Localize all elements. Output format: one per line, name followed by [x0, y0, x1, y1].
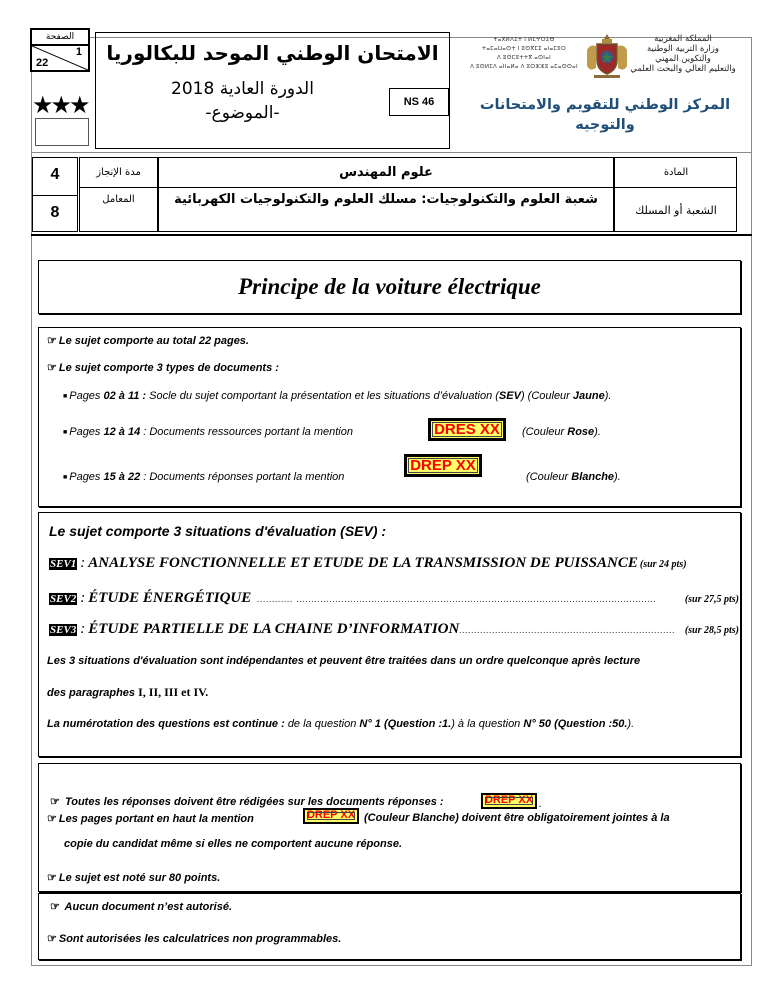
doc-types-line [47, 361, 279, 374]
sev-separator: : [80, 590, 86, 606]
total-pages-text: Le sujet comporte au total 22 pages. [58, 335, 249, 347]
exam-title: الامتحان الوطني الموحد للبكالوريا [106, 41, 439, 65]
sev-separator: : [80, 621, 86, 637]
divider [31, 152, 752, 153]
pointing-hand-icon: ☞ [47, 813, 57, 825]
doc-color-drep [526, 471, 621, 483]
pointing-hand-icon: ☞ [47, 362, 57, 374]
duration-value: 4 [50, 166, 60, 183]
tifinagh-line: ⴷ ⵓⵙⵎⵓⵜⵜⴳ ⴰⵙⵏⴰⵏ [496, 55, 551, 61]
duration-label: مدة الإنجاز [79, 157, 158, 188]
numbering-label: La numérotation des questions est continue : [47, 718, 285, 730]
ministry-text [618, 34, 748, 74]
sev-title: ÉTUDE PARTIELLE DE LA CHAINE D’INFORMATION [88, 621, 460, 637]
doc-pages-prefix: Pages [69, 471, 104, 483]
dres-tag: DRES XX [428, 418, 506, 441]
ministry-line: المملكة المغربية [654, 34, 712, 44]
doc-pages: 02 à 11 [103, 390, 140, 402]
main-title: Principe de la voiture électrique [38, 260, 741, 314]
points-text: Le sujet est noté sur 80 points. [58, 872, 221, 884]
session-text: الدورة العادية 2018 [171, 79, 314, 99]
doc-item-drep [63, 471, 344, 483]
doc-color: Rose [567, 426, 595, 438]
sev-title: ANALYSE FONCTIONNELLE ET ETUDE DE LA TRANSMISSION DE PUISSANCE [88, 555, 638, 571]
exam-code: NS 46 [389, 88, 449, 116]
pointing-hand-icon: ☞ [47, 933, 57, 945]
sev-row-3 [49, 621, 739, 638]
ministry-line: والتكوين المهني [655, 54, 711, 64]
drep-tag: DREP XX [303, 808, 359, 824]
sev-separator: : [80, 555, 86, 571]
subject-label: -الموضوع- [205, 103, 280, 123]
doc-pages-prefix: Pages [69, 426, 104, 438]
numbering-text: de la question [287, 718, 357, 730]
drep-tag: DREP XX [404, 454, 482, 477]
drep-tag: DREP XX [481, 793, 537, 809]
drep-pages-rule-c: copie du candidat même si elles ne comportent aucune réponse. [64, 838, 403, 850]
sev-heading: Le sujet comporte 3 situations d'évaluation (SEV) : [49, 523, 387, 539]
doc-color-prefix: (Couleur [522, 426, 568, 438]
doc-sep: : [139, 390, 150, 402]
sev-badge: SEV1 [50, 558, 77, 570]
paragraphs-list: I, II, III et IV. [138, 685, 209, 699]
exam-title-frame [95, 32, 450, 149]
pointing-hand-icon: ☞ [50, 796, 60, 808]
calculator-rule [47, 932, 341, 945]
points-rule [47, 871, 220, 884]
sev-dot-leader: ……………………………………………………………… [459, 625, 676, 635]
doc-color-prefix: (Couleur [526, 471, 572, 483]
track-label-text: الشعبة أو المسلك [635, 204, 717, 217]
empty-box [35, 118, 89, 146]
tifinagh-line: ⵜⴰⴳⵍⴷⵉⵜ ⵏ ⵍⵎⵖⵔⵉⴱ [493, 37, 555, 43]
stars-rating: ★★★ [32, 92, 88, 119]
independence-line-1: Les 3 situations d'évaluation sont indépendantes et peuvent être traitées dans un ordre quelconque après lecture [47, 655, 641, 667]
sev-row-2 [49, 590, 739, 607]
drep-pages-text: Les pages portant en haut la mention [58, 813, 254, 825]
doc-pages-prefix: Pages [69, 390, 104, 402]
ministry-line: والتعليم العالي والبحث العلمي [630, 64, 736, 74]
doc-item-sev [63, 390, 611, 402]
no-docs-text: Aucun document n’est autorisé. [64, 901, 232, 913]
doc-sep: : [140, 426, 150, 438]
question-first-code: (Question :1. [383, 718, 452, 730]
doc-end: ). [594, 426, 601, 438]
doc-end: ). [614, 471, 621, 483]
center-name [470, 95, 740, 135]
numbering-end: ). [627, 718, 635, 730]
doc-item-dres [63, 426, 353, 438]
doc-types-text: Le sujet comporte 3 types de documents : [58, 362, 279, 374]
page-number-box [30, 28, 90, 72]
sev-dot-leader: ………… ………………………………………………………………………………………………………… [257, 594, 657, 604]
answers-rule [50, 795, 444, 808]
center-name-line: والتوجيه [575, 117, 635, 133]
pointing-hand-icon: ☞ [47, 335, 57, 347]
calculator-text: Sont autorisées les calculatrices non programmables. [58, 933, 342, 945]
sev-title: ÉTUDE ÉNERGÉTIQUE [88, 590, 252, 606]
center-name-line: المركز الوطني للتقويم والامتحانات [479, 97, 731, 113]
doc-end: ). [604, 390, 612, 402]
subject-label-text: المادة [663, 167, 689, 178]
independence-line-2 [47, 685, 208, 700]
doc-pages: 15 à 22 [103, 471, 141, 483]
pointing-hand-icon: ☞ [50, 901, 60, 913]
track-value: شعبة العلوم والتكنولوجيات: مسلك العلوم والتكنولوجيات الكهربائية [158, 187, 614, 232]
total-pages-line [47, 334, 249, 347]
doc-color-prefix: ) (Couleur [520, 390, 573, 402]
page-total: 22 [36, 57, 49, 69]
sev-row-1 [49, 555, 739, 572]
tifinagh-line: ⴷ ⵓⵙⵍⵎⴷ ⴰⵏⵏⴰⵍⴰ ⴷ ⵓⵔⵣⵣⵓ ⴰⵎⴰⵙⵙⴰⵏ [470, 64, 578, 70]
doc-description: Socle du sujet comportant la présentation et les situations d’évaluation ( [149, 390, 499, 402]
drep-pages-rule-a [47, 812, 254, 825]
page-current: 1 [75, 46, 82, 58]
doc-pages: 12 à 14 [103, 426, 141, 438]
tifinagh-ministry-text [455, 36, 593, 72]
sev-badge: SEV3 [50, 624, 77, 636]
doc-description: Documents réponses portant la mention [149, 471, 345, 483]
sev-badge: SEV2 [50, 593, 77, 605]
paragraphs-label: des paragraphes [47, 687, 136, 699]
answers-end: . [539, 798, 543, 810]
question-last: N° 50 [523, 718, 552, 730]
doc-sep: : [140, 471, 150, 483]
coef-value: 8 [50, 204, 60, 221]
page-label: الصفحة [32, 30, 88, 46]
doc-abbr: SEV [498, 390, 521, 402]
tifinagh-line: ⵜⴰⵎⴰⵡⴰⵙⵜ ⵏ ⵓⵙⴳⵎⵉ ⴰⵏⴰⵎⵓⵔ [481, 46, 567, 52]
numbering-line [47, 718, 634, 730]
square-bullet-icon: ■ [63, 429, 68, 436]
sev-points: (sur 24 pts) [639, 559, 687, 570]
doc-color: Jaune [572, 390, 605, 402]
pointing-hand-icon: ☞ [47, 872, 57, 884]
doc-description: Documents ressources portant la mention [149, 426, 353, 438]
ministry-line: وزارة التربية الوطنية [646, 44, 720, 54]
coef-label: المعامل [79, 187, 158, 232]
sev-points: (sur 28,5 pts) [684, 625, 739, 636]
no-docs-rule [50, 900, 232, 913]
question-last-code: (Question :50. [554, 718, 628, 730]
divider [31, 234, 752, 236]
doc-color: Blanche [571, 471, 615, 483]
drep-pages-rule-b: (Couleur Blanche) doivent être obligatoirement jointes à la [364, 812, 670, 824]
doc-color-dres [522, 426, 601, 438]
square-bullet-icon: ■ [63, 474, 68, 481]
subject-value: علوم المهندس [158, 157, 614, 188]
sev-points: (sur 27,5 pts) [684, 594, 739, 605]
question-first: N° 1 [359, 718, 381, 730]
answers-rule-text: Toutes les réponses doivent être rédigées sur les documents réponses : [64, 796, 444, 808]
numbering-text: ) à la question [451, 718, 521, 730]
square-bullet-icon: ■ [63, 393, 68, 400]
